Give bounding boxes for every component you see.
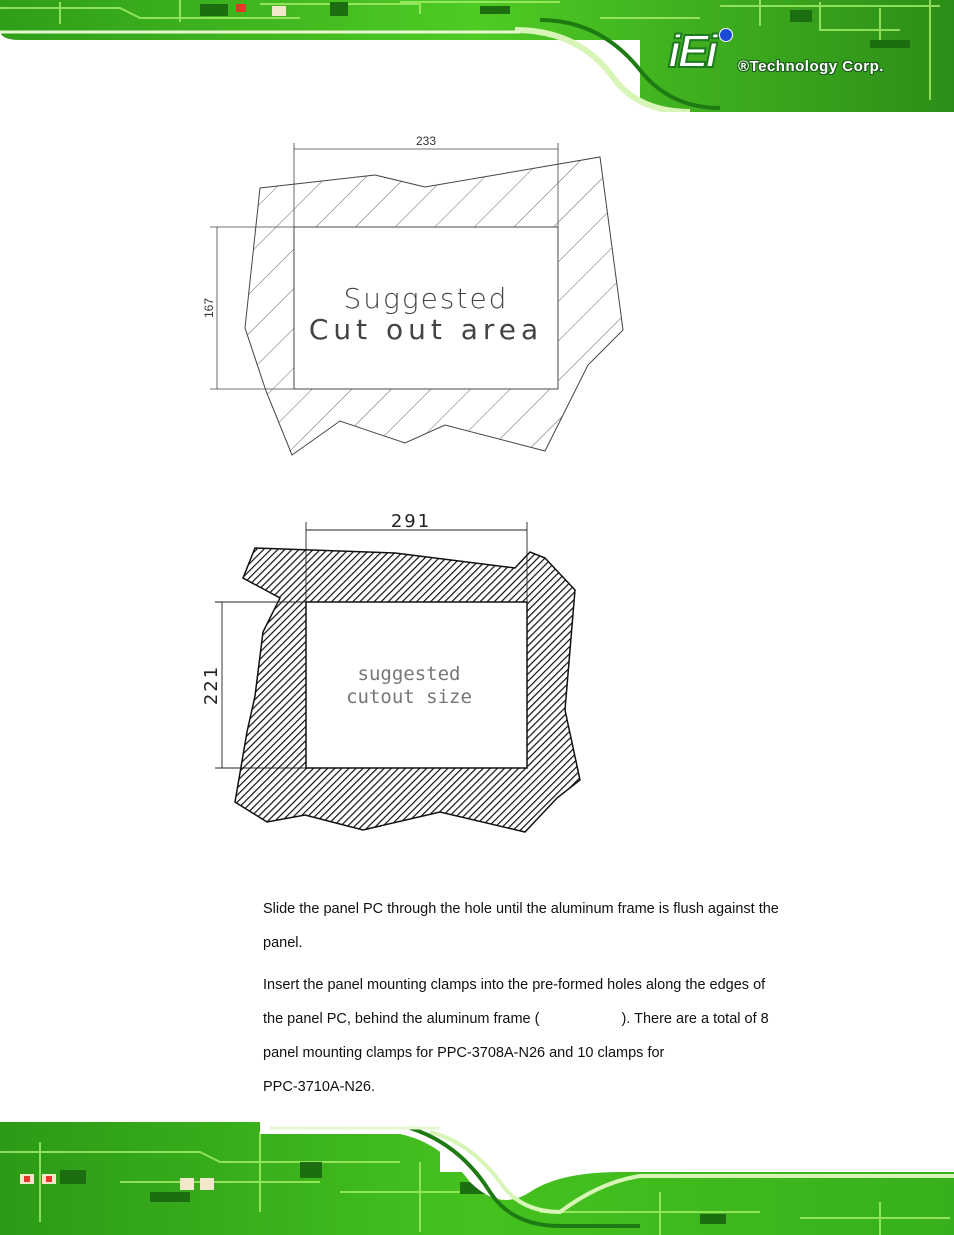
- paragraph-line-with-reference: [263, 1002, 823, 1036]
- width-dimension-label: 233: [415, 134, 437, 148]
- cutout-figure-2: [185, 500, 605, 840]
- paragraph-line: Insert the panel mounting clamps into the pre-formed holes along the edges of: [263, 977, 766, 993]
- paragraph-fragment: the panel PC, behind the aluminum frame (: [263, 1011, 540, 1027]
- cutout-figure-1: [180, 125, 640, 460]
- cutout-label-line1: suggested: [357, 663, 461, 685]
- circuit-board-footer-graphic: [0, 1122, 954, 1235]
- logo-mark: iEi: [668, 25, 716, 77]
- header-banner: [0, 0, 954, 112]
- paragraph-line: Slide the panel PC through the hole until the aluminum frame is flush against the: [263, 901, 779, 917]
- cutout-drawing-1: [180, 125, 640, 460]
- cutout-label-line2: Cut out area: [308, 313, 544, 346]
- height-dimension-label: 221: [201, 664, 222, 706]
- paragraph-line: panel mounting clamps for PPC-3708A-N26 and 10 clamps for: [263, 1045, 665, 1061]
- paragraph-fragment: ). There are a total of 8: [621, 1011, 769, 1027]
- width-dimension-label: 291: [390, 511, 432, 532]
- instruction-paragraph-2: [263, 968, 823, 1104]
- paragraph-line: panel.: [263, 935, 303, 951]
- logo-tagline: ®Technology Corp.: [738, 58, 884, 75]
- cutout-label-line2: cutout size: [346, 686, 472, 708]
- height-dimension-label: 167: [202, 297, 216, 319]
- cutout-drawing-2: [185, 500, 605, 840]
- iei-logo: [668, 25, 948, 80]
- paragraph-line: PPC-3710A-N26.: [263, 1079, 376, 1095]
- cutout-label-line1: Suggested: [343, 282, 509, 315]
- footer-banner: [0, 1122, 954, 1235]
- logo-dot-icon: [719, 28, 733, 42]
- instruction-paragraph-1: [263, 892, 823, 960]
